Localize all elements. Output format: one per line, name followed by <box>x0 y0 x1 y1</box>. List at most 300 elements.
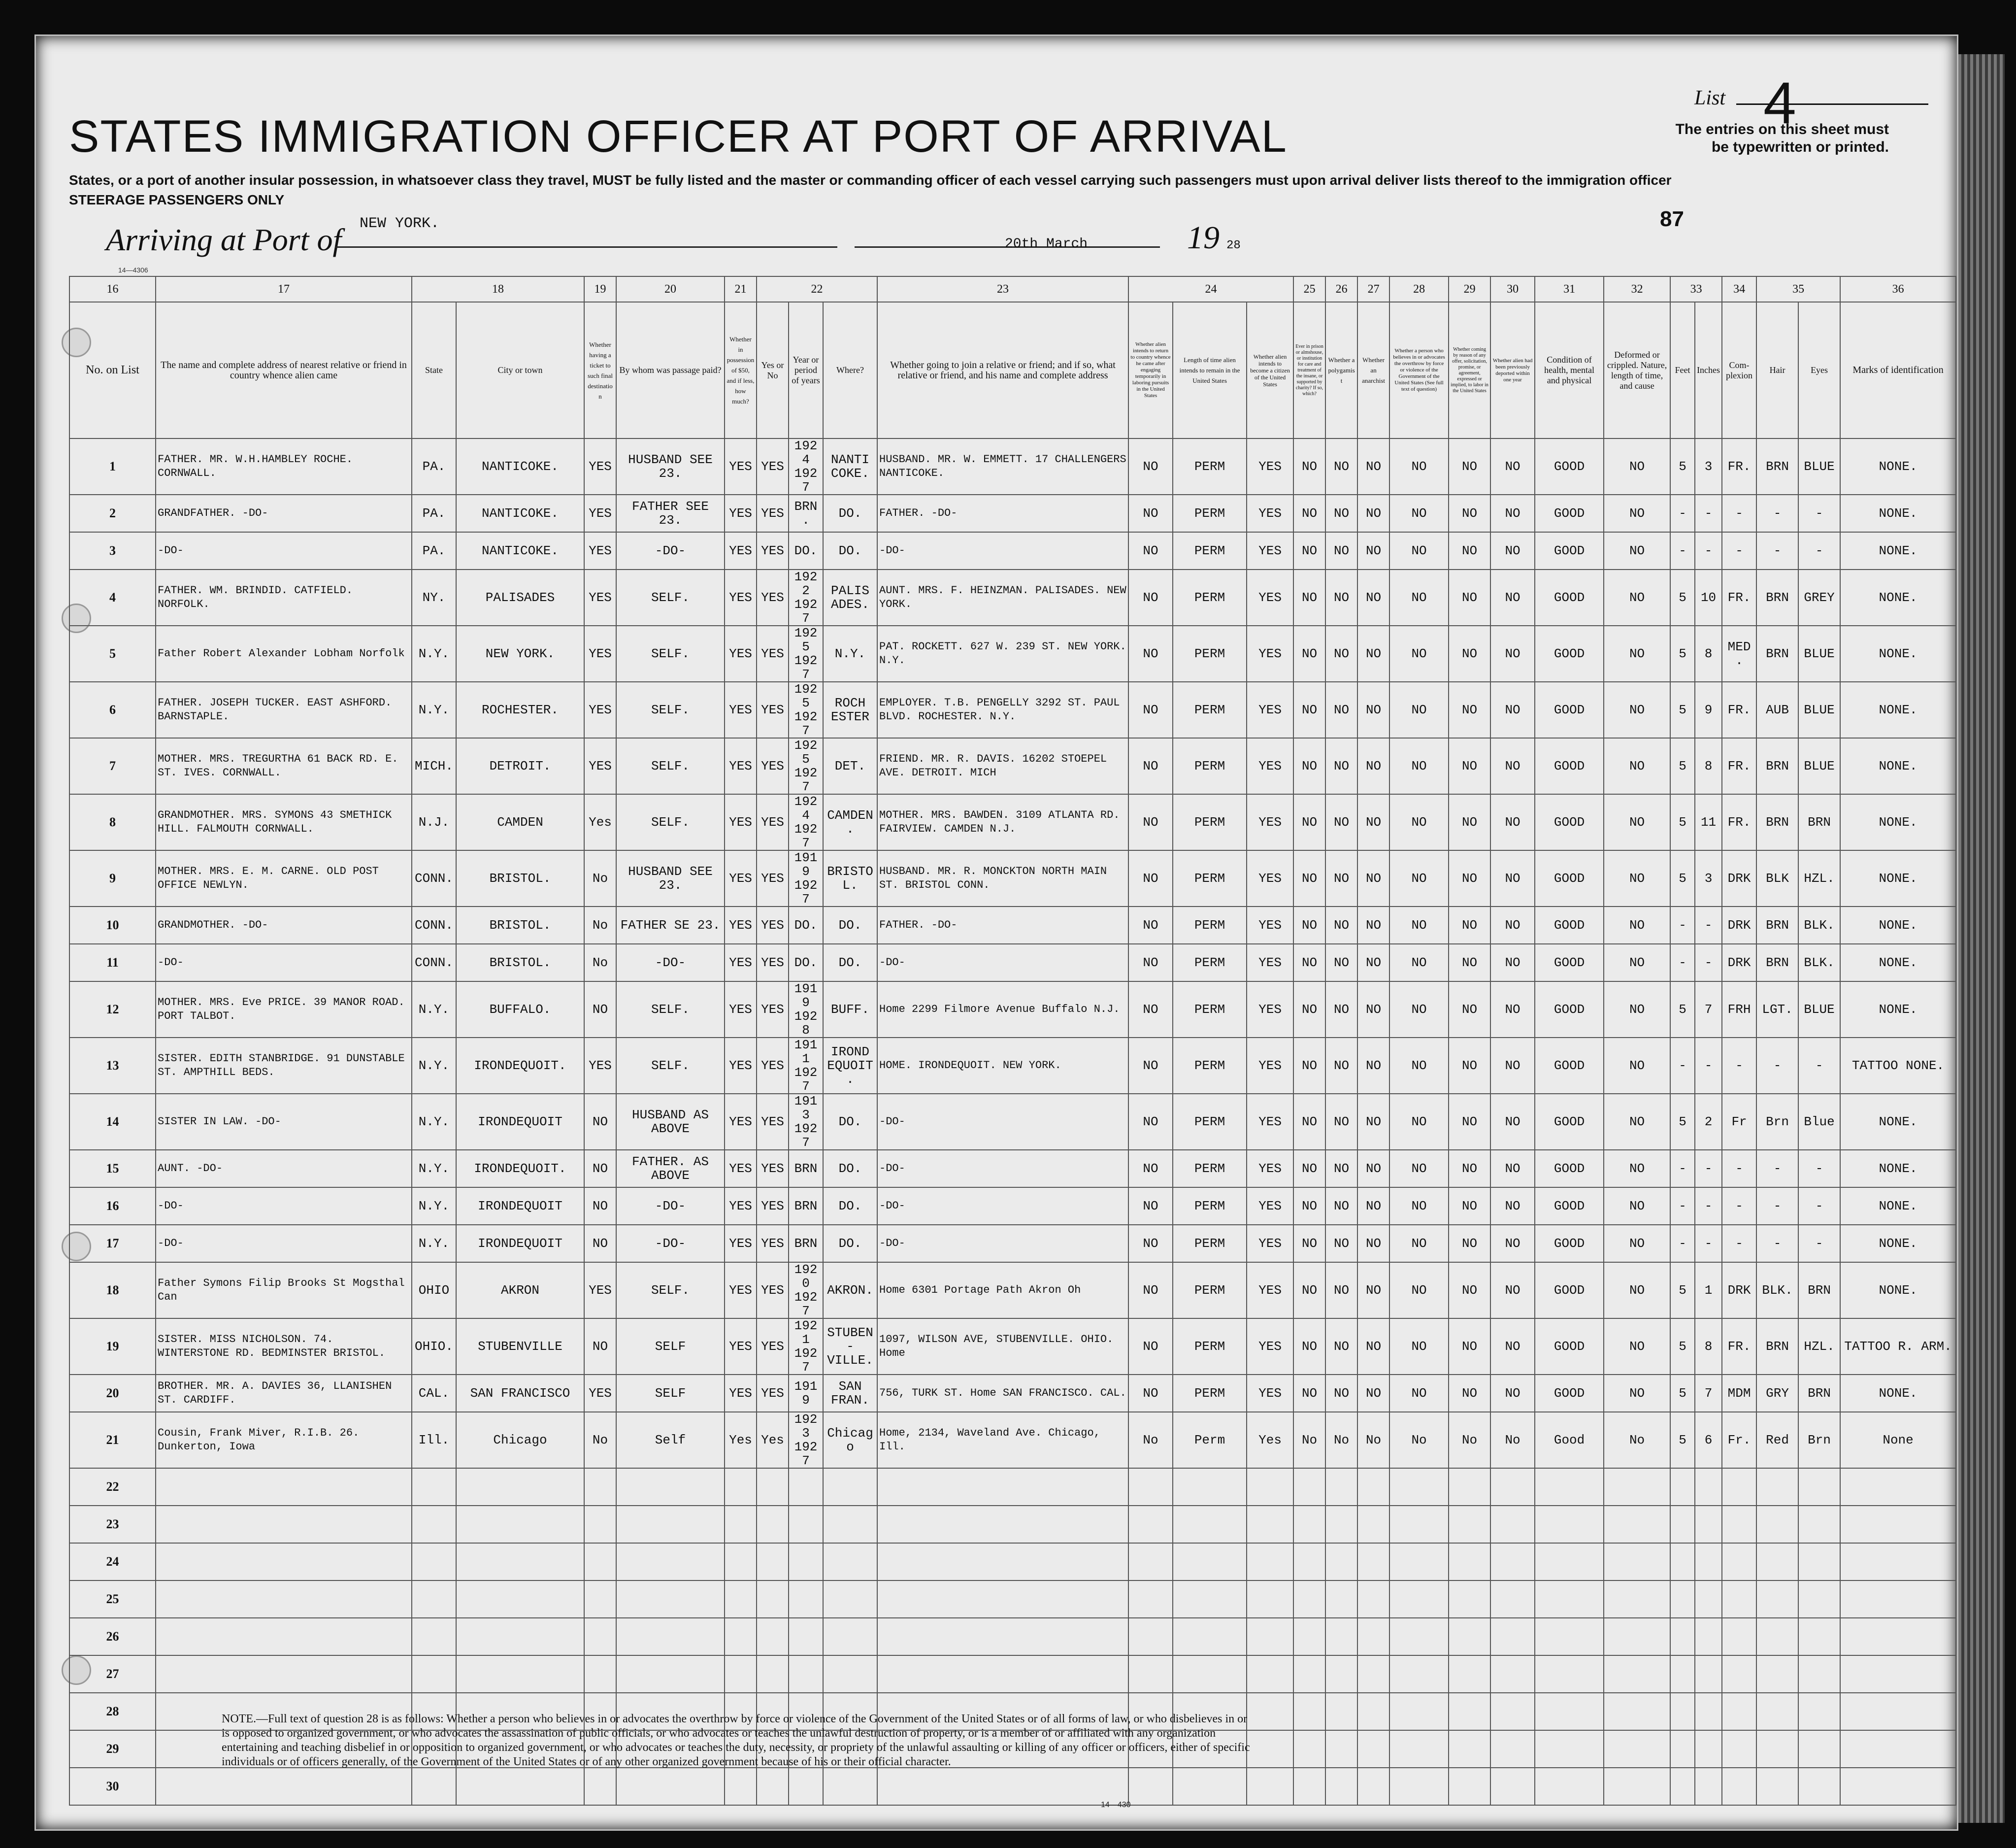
relative-cell <box>156 1468 412 1506</box>
inches-cell <box>1695 1730 1722 1768</box>
deformed-cell: NO <box>1604 907 1670 944</box>
feet-cell: 5 <box>1670 1318 1695 1375</box>
citizen-cell: YES <box>1247 438 1293 495</box>
polygamist-cell: No <box>1325 1412 1357 1468</box>
header-purpose-citizen: Whether alien intends to become a citizen of the United States <box>1247 302 1293 438</box>
citizen-cell: YES <box>1247 794 1293 850</box>
length-cell: PERM <box>1173 944 1247 981</box>
period-cell: 1911 1927 <box>789 1038 823 1094</box>
anarchist-cell: NO <box>1357 532 1389 570</box>
city-cell: IRONDEQUOIT. <box>456 1038 584 1094</box>
row-number: 25 <box>69 1580 156 1618</box>
polygamist-cell: NO <box>1325 495 1357 532</box>
where-cell: DO. <box>823 495 877 532</box>
q28-cell <box>1389 1618 1449 1655</box>
where-cell: DO. <box>823 944 877 981</box>
health-cell: GOOD <box>1535 1150 1604 1187</box>
anarchist-cell <box>1357 1655 1389 1693</box>
passenger-manifest-table <box>69 276 1956 1806</box>
return-cell <box>1128 1618 1173 1655</box>
header-line-1: States, or a port of another insular possession, in whatsoever class they travel, MUST be fully listed and the master or commanding officer of each vessel carrying such passengers must upon arrival deliver lists thereof to the immigration officer <box>69 172 1672 188</box>
prison-cell: NO <box>1293 626 1325 682</box>
prison-cell: NO <box>1293 1150 1325 1187</box>
prison-cell: NO <box>1293 1187 1325 1225</box>
hair-cell: BLK. <box>1756 1262 1798 1318</box>
prison-cell <box>1293 1655 1325 1693</box>
q30-cell <box>1490 1618 1535 1655</box>
city-cell: CAMDEN <box>456 794 584 850</box>
ticket-cell: NO <box>584 1150 616 1187</box>
polygamist-cell <box>1325 1506 1357 1543</box>
deformed-cell <box>1604 1543 1670 1580</box>
complexion-cell: - <box>1722 1150 1756 1187</box>
been-before-cell: YES <box>757 1094 789 1150</box>
table-row <box>69 1768 1956 1805</box>
ticket-cell: YES <box>584 1262 616 1318</box>
q30-cell: No <box>1490 1412 1535 1468</box>
length-cell: PERM <box>1173 570 1247 626</box>
q29-cell <box>1449 1580 1490 1618</box>
passage-cell: SELF <box>616 1375 725 1412</box>
row-number: 17 <box>69 1225 156 1262</box>
feet-cell: 5 <box>1670 570 1695 626</box>
eyes-cell <box>1798 1468 1840 1506</box>
eyes-cell: - <box>1798 1038 1840 1094</box>
where-cell: SAN FRAN. <box>823 1375 877 1412</box>
joining-cell: HUSBAND. MR. W. EMMETT. 17 CHALLENGERS NANTICOKE. <box>877 438 1128 495</box>
where-cell <box>823 1655 877 1693</box>
table-row <box>69 1038 1956 1094</box>
q29-cell <box>1449 1655 1490 1693</box>
health-cell: GOOD <box>1535 738 1604 794</box>
inches-cell: 11 <box>1695 794 1722 850</box>
anarchist-cell: NO <box>1357 1318 1389 1375</box>
q29-cell <box>1449 1618 1490 1655</box>
return-cell: NO <box>1128 1150 1173 1187</box>
q28-cell: NO <box>1389 1375 1449 1412</box>
complexion-cell: MDM <box>1722 1375 1756 1412</box>
ticket-cell: NO <box>584 981 616 1038</box>
column-number: 32 <box>1604 276 1670 302</box>
city-cell: NANTICOKE. <box>456 532 584 570</box>
anarchist-cell: NO <box>1357 570 1389 626</box>
header-relative: The name and complete address of nearest relative or friend in country whence alien came <box>156 302 412 438</box>
q30-cell <box>1490 1468 1535 1506</box>
q30-cell: NO <box>1490 1225 1535 1262</box>
prison-cell: NO <box>1293 1318 1325 1375</box>
health-cell <box>1535 1543 1604 1580</box>
inches-cell: 8 <box>1695 738 1722 794</box>
deformed-cell: NO <box>1604 1318 1670 1375</box>
marks-cell: NONE. <box>1840 850 1956 907</box>
row-number: 16 <box>69 1187 156 1225</box>
hair-cell <box>1756 1655 1798 1693</box>
state-cell: N.Y. <box>412 1187 456 1225</box>
period-cell: 1925 1927 <box>789 738 823 794</box>
state-cell: N.Y. <box>412 1225 456 1262</box>
column-number: 16 <box>69 276 156 302</box>
q30-cell: NO <box>1490 1038 1535 1094</box>
relative-cell: Father Symons Filip Brooks St Mogsthal Can <box>156 1262 412 1318</box>
period-cell: 1924 1927 <box>789 438 823 495</box>
relative-cell <box>156 1580 412 1618</box>
feet-cell <box>1670 1655 1695 1693</box>
state-cell: CONN. <box>412 850 456 907</box>
table-row <box>69 850 1956 907</box>
prison-cell: NO <box>1293 532 1325 570</box>
period-cell: BRN. <box>789 495 823 532</box>
been-before-cell <box>757 1543 789 1580</box>
citizen-cell: Yes <box>1247 1412 1293 1468</box>
polygamist-cell <box>1325 1468 1357 1506</box>
deformed-cell: NO <box>1604 944 1670 981</box>
city-cell <box>456 1655 584 1693</box>
hair-cell: BRN <box>1756 1318 1798 1375</box>
row-number: 4 <box>69 570 156 626</box>
prison-cell: NO <box>1293 682 1325 738</box>
deformed-cell: NO <box>1604 1375 1670 1412</box>
city-cell: BRISTOL. <box>456 944 584 981</box>
joining-cell: FRIEND. MR. R. DAVIS. 16202 STOEPEL AVE. DETROIT. MICH <box>877 738 1128 794</box>
inches-cell: 10 <box>1695 570 1722 626</box>
header-prison: Ever in prison or almshouse, or institution for care and treatment of the insane, or supported by charity? If so, which? <box>1293 302 1325 438</box>
ticket-cell <box>584 1468 616 1506</box>
health-cell: GOOD <box>1535 1038 1604 1094</box>
deformed-cell: NO <box>1604 1187 1670 1225</box>
feet-cell <box>1670 1543 1695 1580</box>
length-cell <box>1173 1580 1247 1618</box>
length-cell: PERM <box>1173 1225 1247 1262</box>
header-question-28: Whether a person who believes in or advocates the overthrow by force or violence of the Government of the United States (See full text of question) <box>1389 302 1449 438</box>
q28-cell <box>1389 1693 1449 1730</box>
relative-cell: -DO- <box>156 944 412 981</box>
passage-cell: FATHER SE 23. <box>616 907 725 944</box>
deformed-cell: NO <box>1604 1094 1670 1150</box>
q29-cell: NO <box>1449 1094 1490 1150</box>
q30-cell: NO <box>1490 1150 1535 1187</box>
inches-cell: 7 <box>1695 1375 1722 1412</box>
joining-cell: AUNT. MRS. F. HEINZMAN. PALISADES. NEW YORK. <box>877 570 1128 626</box>
feet-cell: - <box>1670 944 1695 981</box>
ticket-cell: NO <box>584 1094 616 1150</box>
prison-cell: NO <box>1293 438 1325 495</box>
relative-cell <box>156 1655 412 1693</box>
anarchist-cell: NO <box>1357 1094 1389 1150</box>
ticket-cell: No <box>584 1412 616 1468</box>
inches-cell <box>1695 1768 1722 1805</box>
return-cell <box>1128 1655 1173 1693</box>
q29-cell: NO <box>1449 1038 1490 1094</box>
column-number: 30 <box>1490 276 1535 302</box>
q28-cell <box>1389 1730 1449 1768</box>
return-cell <box>1128 1580 1173 1618</box>
eyes-cell <box>1798 1655 1840 1693</box>
polygamist-cell: NO <box>1325 738 1357 794</box>
feet-cell: 5 <box>1670 1375 1695 1412</box>
ticket-cell: YES <box>584 532 616 570</box>
eyes-cell <box>1798 1506 1840 1543</box>
hair-cell <box>1756 1730 1798 1768</box>
passage-cell <box>616 1618 725 1655</box>
complexion-cell: - <box>1722 1225 1756 1262</box>
hair-cell: BRN <box>1756 944 1798 981</box>
column-number: 31 <box>1535 276 1604 302</box>
where-cell <box>823 1618 877 1655</box>
polygamist-cell: NO <box>1325 570 1357 626</box>
year-prefix: 19 <box>1187 220 1220 256</box>
header-complexion: Com-plexion <box>1722 302 1756 438</box>
length-cell: PERM <box>1173 738 1247 794</box>
q28-cell: NO <box>1389 682 1449 738</box>
q30-cell: NO <box>1490 850 1535 907</box>
q30-cell: NO <box>1490 794 1535 850</box>
hair-cell: - <box>1756 532 1798 570</box>
citizen-cell: YES <box>1247 1094 1293 1150</box>
fifty-cell: YES <box>725 850 757 907</box>
health-cell: GOOD <box>1535 850 1604 907</box>
row-number: 24 <box>69 1543 156 1580</box>
feet-cell: 5 <box>1670 794 1695 850</box>
period-cell: 1920 1927 <box>789 1262 823 1318</box>
feet-cell: - <box>1670 495 1695 532</box>
row-number: 6 <box>69 682 156 738</box>
where-cell: DO. <box>823 1225 877 1262</box>
city-cell: IRONDEQUOIT <box>456 1187 584 1225</box>
q30-cell: NO <box>1490 738 1535 794</box>
hair-cell: BRN <box>1756 738 1798 794</box>
state-cell: N.Y. <box>412 981 456 1038</box>
passage-cell: SELF. <box>616 794 725 850</box>
table-row <box>69 738 1956 794</box>
relative-cell: FATHER. MR. W.H.HAMBLEY ROCHE. CORNWALL. <box>156 438 412 495</box>
header-state: State <box>412 302 456 438</box>
period-cell: DO. <box>789 907 823 944</box>
anarchist-cell: NO <box>1357 850 1389 907</box>
state-cell: N.Y. <box>412 626 456 682</box>
period-cell <box>789 1655 823 1693</box>
anarchist-cell: NO <box>1357 1038 1389 1094</box>
q29-cell: NO <box>1449 1150 1490 1187</box>
where-cell: CAMDEN. <box>823 794 877 850</box>
hair-cell: - <box>1756 1038 1798 1094</box>
state-cell: N.Y. <box>412 1150 456 1187</box>
state-cell: PA. <box>412 438 456 495</box>
feet-cell: - <box>1670 1225 1695 1262</box>
been-before-cell: YES <box>757 1038 789 1094</box>
marks-cell: NONE. <box>1840 794 1956 850</box>
prison-cell: NO <box>1293 738 1325 794</box>
length-cell <box>1173 1543 1247 1580</box>
state-cell: MICH. <box>412 738 456 794</box>
passage-cell <box>616 1468 725 1506</box>
feet-cell <box>1670 1618 1695 1655</box>
state-cell: CONN. <box>412 944 456 981</box>
anarchist-cell: NO <box>1357 944 1389 981</box>
eyes-cell: - <box>1798 495 1840 532</box>
citizen-cell: YES <box>1247 1187 1293 1225</box>
inches-cell: 3 <box>1695 438 1722 495</box>
q29-cell: NO <box>1449 532 1490 570</box>
fifty-cell <box>725 1655 757 1693</box>
where-cell: AKRON. <box>823 1262 877 1318</box>
fifty-cell: YES <box>725 495 757 532</box>
hair-cell <box>1756 1618 1798 1655</box>
polygamist-cell <box>1325 1693 1357 1730</box>
passage-cell: HUSBAND SEE 23. <box>616 438 725 495</box>
deformed-cell: NO <box>1604 794 1670 850</box>
column-number: 28 <box>1389 276 1449 302</box>
health-cell: GOOD <box>1535 532 1604 570</box>
been-before-cell: YES <box>757 738 789 794</box>
anarchist-cell <box>1357 1506 1389 1543</box>
marks-cell <box>1840 1655 1956 1693</box>
prison-cell: NO <box>1293 794 1325 850</box>
table-row <box>69 1375 1956 1412</box>
column-number: 33 <box>1670 276 1722 302</box>
header-line-2: STEERAGE PASSENGERS ONLY <box>69 192 285 207</box>
anarchist-cell: NO <box>1357 794 1389 850</box>
feet-cell: 5 <box>1670 738 1695 794</box>
ticket-cell <box>584 1618 616 1655</box>
anarchist-cell <box>1357 1580 1389 1618</box>
q29-cell <box>1449 1768 1490 1805</box>
anarchist-cell: NO <box>1357 1225 1389 1262</box>
health-cell: GOOD <box>1535 626 1604 682</box>
polygamist-cell <box>1325 1655 1357 1693</box>
table-row <box>69 1225 1956 1262</box>
passage-cell: -DO- <box>616 944 725 981</box>
fifty-cell: YES <box>725 1262 757 1318</box>
passage-cell: -DO- <box>616 1187 725 1225</box>
return-cell: NO <box>1128 570 1173 626</box>
deformed-cell: NO <box>1604 738 1670 794</box>
city-cell <box>456 1506 584 1543</box>
health-cell: GOOD <box>1535 1375 1604 1412</box>
relative-cell: SISTER. MISS NICHOLSON. 74. WINTERSTONE RD. BEDMINSTER BRISTOL. <box>156 1318 412 1375</box>
q30-cell <box>1490 1768 1535 1805</box>
prison-cell <box>1293 1730 1325 1768</box>
polygamist-cell: NO <box>1325 626 1357 682</box>
fifty-cell: YES <box>725 570 757 626</box>
ticket-cell: Yes <box>584 794 616 850</box>
passage-cell: HUSBAND AS ABOVE <box>616 1094 725 1150</box>
relative-cell: MOTHER. MRS. E. M. CARNE. OLD POST OFFICE NEWLYN. <box>156 850 412 907</box>
joining-cell <box>877 1580 1128 1618</box>
city-cell: IRONDEQUOIT. <box>456 1150 584 1187</box>
page-title: STATES IMMIGRATION OFFICER AT PORT OF ARRIVAL <box>69 111 1288 162</box>
state-cell <box>412 1506 456 1543</box>
where-cell: N.Y. <box>823 626 877 682</box>
ticket-cell: YES <box>584 1038 616 1094</box>
marks-cell: NONE. <box>1840 682 1956 738</box>
passage-cell <box>616 1580 725 1618</box>
q29-cell: NO <box>1449 495 1490 532</box>
q30-cell: NO <box>1490 1094 1535 1150</box>
feet-cell <box>1670 1768 1695 1805</box>
return-cell <box>1128 1506 1173 1543</box>
fifty-cell <box>725 1768 757 1805</box>
return-cell: NO <box>1128 850 1173 907</box>
return-cell: NO <box>1128 1375 1173 1412</box>
header-anarchist: Whether an anarchist <box>1357 302 1389 438</box>
ticket-cell: YES <box>584 738 616 794</box>
citizen-cell: YES <box>1247 1038 1293 1094</box>
complexion-cell: DRK <box>1722 944 1756 981</box>
q28-cell: NO <box>1389 850 1449 907</box>
joining-cell: Home 6301 Portage Path Akron Oh <box>877 1262 1128 1318</box>
footnote-question-28: NOTE.—Full text of question 28 is as follows: Whether a person who believes in or advocates the overthrow by force or violence of the Government of the United States or of all forms of law, or who disbelieves in or is opposed to organized government, or who advocates the assassination of public officials, or who advocates or teaches the unlawful destruction of property, or is a member of or affiliated with any organization entertaining and teaching disbelief in or opposition to organized government, or who advocates or teaches the duty, necessity, or propriety of the unlawful assaulting or killing of any officer or officers, either of specific individuals or of officers generally, of the Government of the United States or of any other organized government because of his or their official character. <box>222 1713 1250 1768</box>
where-cell: DO. <box>823 532 877 570</box>
state-cell <box>412 1655 456 1693</box>
polygamist-cell: NO <box>1325 1225 1357 1262</box>
citizen-cell: YES <box>1247 907 1293 944</box>
q30-cell: NO <box>1490 532 1535 570</box>
anarchist-cell <box>1357 1543 1389 1580</box>
period-cell: 1919 1928 <box>789 981 823 1038</box>
deformed-cell: NO <box>1604 570 1670 626</box>
ticket-cell: NO <box>584 1187 616 1225</box>
return-cell: NO <box>1128 1318 1173 1375</box>
city-cell: STUBENVILLE <box>456 1318 584 1375</box>
ticket-cell: YES <box>584 570 616 626</box>
feet-cell: 5 <box>1670 1094 1695 1150</box>
city-cell: Chicago <box>456 1412 584 1468</box>
deformed-cell: NO <box>1604 626 1670 682</box>
eyes-cell: BRN <box>1798 1262 1840 1318</box>
state-cell: N.Y. <box>412 682 456 738</box>
hair-cell: GRY <box>1756 1375 1798 1412</box>
fifty-cell <box>725 1580 757 1618</box>
q30-cell: NO <box>1490 570 1535 626</box>
where-cell: DO. <box>823 907 877 944</box>
polygamist-cell: NO <box>1325 944 1357 981</box>
health-cell: GOOD <box>1535 495 1604 532</box>
fifty-cell: YES <box>725 626 757 682</box>
anarchist-cell <box>1357 1618 1389 1655</box>
hair-cell <box>1756 1468 1798 1506</box>
complexion-cell: DRK <box>1722 850 1756 907</box>
header-yes-no: Yes or No <box>757 302 789 438</box>
passage-cell: SELF. <box>616 738 725 794</box>
state-cell: CONN. <box>412 907 456 944</box>
header-purpose-length: Length of time alien intends to remain in the United States <box>1173 302 1247 438</box>
marks-cell: NONE. <box>1840 1225 1956 1262</box>
citizen-cell <box>1247 1768 1293 1805</box>
length-cell <box>1173 1468 1247 1506</box>
return-cell: No <box>1128 1412 1173 1468</box>
fifty-cell: YES <box>725 532 757 570</box>
health-cell <box>1535 1730 1604 1768</box>
inches-cell <box>1695 1506 1722 1543</box>
complexion-cell <box>1722 1468 1756 1506</box>
period-cell: BRN <box>789 1225 823 1262</box>
q28-cell: NO <box>1389 981 1449 1038</box>
q30-cell <box>1490 1506 1535 1543</box>
prison-cell: No <box>1293 1412 1325 1468</box>
q30-cell <box>1490 1655 1535 1693</box>
table-row <box>69 1318 1956 1375</box>
row-number: 10 <box>69 907 156 944</box>
column-number: 17 <box>156 276 412 302</box>
been-before-cell: YES <box>757 1318 789 1375</box>
period-cell: 1921 1927 <box>789 1318 823 1375</box>
complexion-cell: Fr. <box>1722 1412 1756 1468</box>
polygamist-cell: NO <box>1325 1094 1357 1150</box>
table-row <box>69 1618 1956 1655</box>
eyes-cell <box>1798 1580 1840 1618</box>
polygamist-cell: NO <box>1325 682 1357 738</box>
passage-cell: FATHER SEE 23. <box>616 495 725 532</box>
